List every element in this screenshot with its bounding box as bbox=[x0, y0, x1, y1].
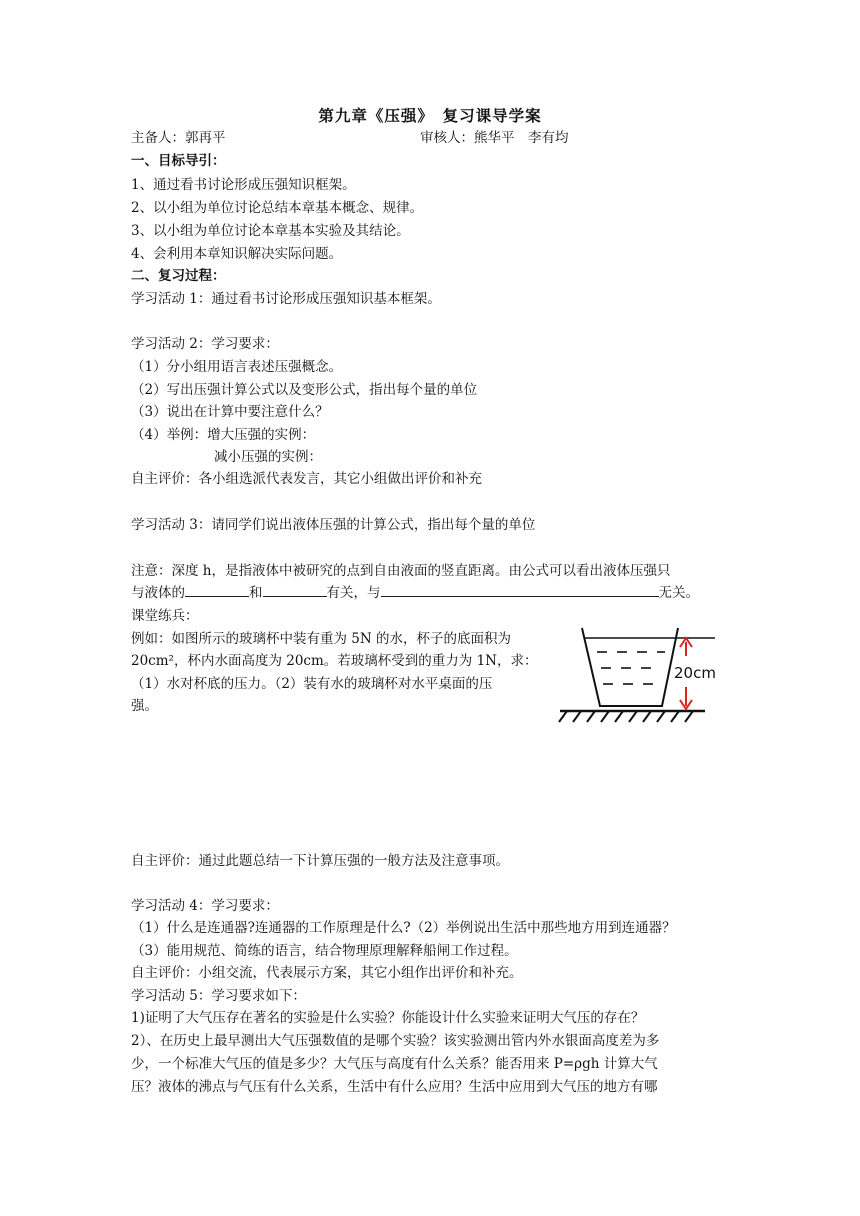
activity5-item: 压？液体的沸点与气压有什么关系，生活中有什么应用？生活中应用到大气压的地方有哪 bbox=[131, 1079, 658, 1095]
note-text: 有关，与 bbox=[326, 585, 381, 601]
figure-height-label: 20cm bbox=[674, 664, 716, 682]
goal-item: 4、会利用本章知识解决实际问题。 bbox=[131, 246, 343, 262]
note-text: 与液体的 bbox=[131, 585, 185, 601]
reviewers-text: 审核人：熊华平 李有均 bbox=[420, 130, 569, 146]
activity4-item: （1）什么是连通器?连通器的工作原理是什么?（2）举例说出生活中那些地方用到连通器？ bbox=[131, 920, 676, 936]
activity2-item: （1）分小组用语言表述压强概念。 bbox=[131, 359, 343, 375]
fill-blank-3[interactable] bbox=[381, 582, 659, 597]
page-title: 第九章《压强》 复习课导学案 bbox=[318, 107, 542, 125]
activity2-evaluation: 自主评价：各小组选派代表发言，其它小组做出评价和补充 bbox=[131, 471, 482, 487]
activity2-item: 减小压强的实例： bbox=[214, 449, 322, 465]
fill-blank-1[interactable] bbox=[185, 582, 249, 597]
preparer-text: 主备人：郭再平 bbox=[131, 130, 226, 146]
note-text: 和 bbox=[249, 585, 263, 601]
goal-item: 2、以小组为单位讨论总结本章基本概念、规律。 bbox=[131, 200, 424, 216]
activity5-title: 学习活动 5：学习要求如下： bbox=[131, 988, 306, 1004]
activity1-text: 学习活动 1：通过看书讨论形成压强知识基本框架。 bbox=[131, 291, 441, 307]
note-line2 bbox=[131, 582, 699, 604]
evaluation2-text: 自主评价：通过此题总结一下计算压强的一般方法及注意事项。 bbox=[131, 853, 509, 869]
note-line1: 注意：深度 h，是指液体中被研究的点到自由液面的竖直距离。由公式可以看出液体压强只 bbox=[131, 563, 671, 579]
practice-line: 例如：如图所示的玻璃杯中装有重为 5N 的水，杯子的底面积为 bbox=[131, 631, 511, 647]
glass-cup-figure bbox=[555, 616, 725, 736]
activity4-title: 学习活动 4：学习要求： bbox=[131, 898, 279, 914]
activity4-evaluation: 自主评价：小组交流，代表展示方案，其它小组作出评价和补充。 bbox=[131, 965, 523, 981]
activity5-item: 少，一个标准大气压的值是多少？大气压与高度有什么关系？能否用来 P=ρgh 计算大气 bbox=[131, 1056, 658, 1072]
activity4-item: （3）能用规范、简练的语言，结合物理原理解释船闸工作过程。 bbox=[131, 943, 518, 959]
activity2-item: （4）举例：增大压强的实例： bbox=[131, 427, 316, 443]
goal-item: 1、通过看书讨论形成压强知识框架。 bbox=[131, 177, 356, 193]
practice-heading: 课堂练兵： bbox=[131, 608, 199, 624]
activity2-title: 学习活动 2：学习要求： bbox=[131, 336, 279, 352]
section1-heading: 一、目标导引： bbox=[131, 153, 226, 169]
activity5-item: 1)证明了大气压存在著名的实验是什么实验？你能设计什么实验来证明大气压的存在？ bbox=[131, 1010, 645, 1026]
activity5-item: 2）、在历史上最早测出大气压强数值的是哪个实验？该实验测出管内外水银面高度差为多 bbox=[131, 1033, 660, 1049]
practice-line: 强。 bbox=[131, 698, 158, 714]
activity2-item: （3）说出在计算中要注意什么？ bbox=[131, 404, 329, 420]
practice-line: （1）水对杯底的压力。（2）装有水的玻璃杯对水平桌面的压 bbox=[131, 676, 493, 692]
activity2-item: （2）写出压强计算公式以及变形公式，指出每个量的单位 bbox=[131, 382, 478, 398]
goal-item: 3、以小组为单位讨论本章基本实验及其结论。 bbox=[131, 223, 410, 239]
practice-line: 20cm²，杯内水面高度为 20cm。若玻璃杯受到的重力为 1N，求： bbox=[131, 653, 538, 669]
fill-blank-2[interactable] bbox=[263, 582, 327, 597]
activity3-text: 学习活动 3：请同学们说出液体压强的计算公式，指出每个量的单位 bbox=[131, 517, 536, 533]
note-text: 无关。 bbox=[658, 585, 699, 601]
section2-heading: 二、复习过程： bbox=[131, 268, 226, 284]
